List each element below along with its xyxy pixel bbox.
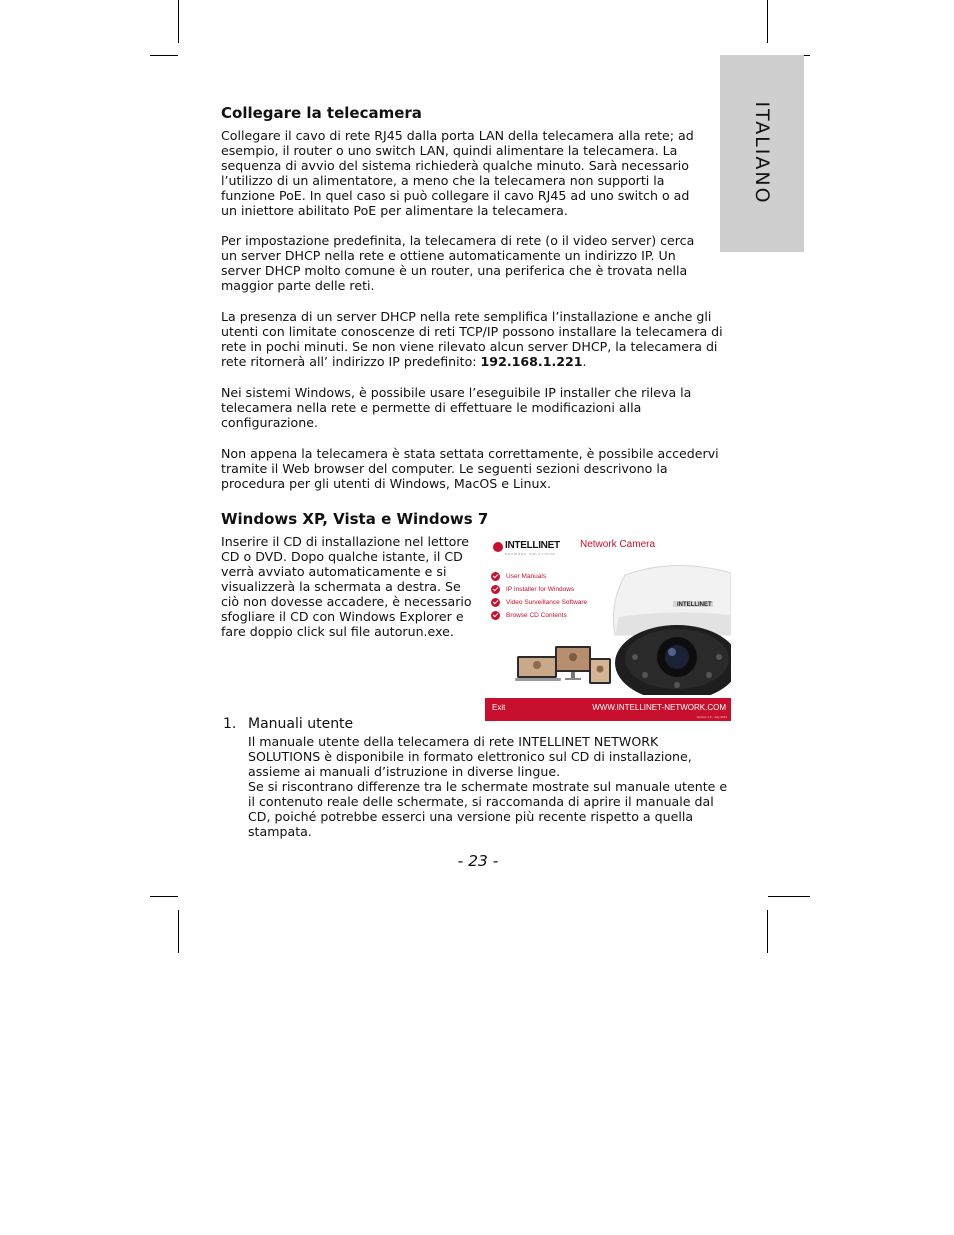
list-item-title: Manuali utente [248, 716, 354, 732]
crop-mark [150, 55, 178, 56]
logo-subtitle: NETWORK SOLUTIONS [505, 552, 556, 556]
screenshot-title: Network Camera [580, 539, 656, 550]
paragraph-connect: Collegare il cavo di rete RJ45 dalla porta LAN della telecamera alla rete; ad esempio, il router o uno switch LAN, quindi alimentare la telecamera. La sequenza di avvio del sistema richiederà qualche minuto. Sarà necessario l’utilizzo di un alimentatore, a meno che la telecamera non supporti la funzione PoE. In quel caso si può collegare il cavo RJ45 ad uno switch o ad un iniettore abilitato PoE per alimentare la telecamera. [221, 128, 694, 218]
crop-mark [767, 910, 768, 953]
language-tab [720, 55, 804, 252]
crop-mark [178, 0, 179, 43]
autorun-menu [491, 571, 587, 623]
paragraph-dhcp: Per impostazione predefinita, la telecamera di rete (o il video server) cerca un server DHCP nella rete e ottiene automaticamente un indirizzo IP. Un server DHCP molto comune è un router, una periferica che è trovata nella maggior parte delle reti. [221, 233, 695, 293]
menu-item-ip-installer[interactable] [491, 584, 587, 597]
menu-item-video-software[interactable] [491, 597, 587, 610]
default-ip-address: 192.168.1.221 [480, 354, 583, 369]
section-heading-connect: Collegare la telecamera [221, 104, 422, 122]
list-item-number: 1. [223, 716, 237, 732]
menu-item-label: User Manuals [506, 573, 547, 580]
page-number [0, 852, 954, 870]
crop-mark [150, 896, 178, 897]
paragraph-cd-install: Inserire il CD di installazione nel lettore CD o DVD. Dopo qualche istante, il CD verrà avviato automaticamente e si visualizzerà la schermata a destra. Se ciò non dovesse accadere, è necessario sfogliare il CD con Windows Explorer e fare doppio click sul file autorun.exe. [221, 534, 472, 639]
check-icon [491, 572, 500, 581]
paragraph-web-access: Non appena la telecamera è stata settata correttamente, è possibile accedervi tramite il Web browser del computer. Le seguenti sezioni descrivono la procedura per gli utenti di Windows, MacOS e Linux. [221, 446, 719, 491]
list-item-text: Il manuale utente della telecamera di rete INTELLINET NETWORK SOLUTIONS è disponibile in formato elettronico sul CD di installazione, assieme ai manuali d’istruzione in diverse lingue. Se si riscontrano differenze tra le schermate mostrate sul manuale utente e il contenuto reale delle schermate, si raccomanda di aprire il manuale dal CD, poiché potrebbe esserci una versione più recente rispetto a quella stampata. [248, 734, 728, 839]
check-icon [491, 611, 500, 620]
logo-text: INTELLINET [505, 540, 560, 551]
camera-brand-label: INTELLINET [677, 602, 712, 608]
menu-item-user-manuals[interactable] [491, 571, 587, 584]
version-label: Version 1.0 - July 2013 [696, 715, 727, 719]
paragraph-ip-installer: Nei sistemi Windows, è possibile usare l’eseguibile IP installer che rileva la telecamera nella rete e permette di effettuare le modificazioni alla configurazione. [221, 385, 692, 430]
crop-mark [178, 910, 179, 953]
exit-button[interactable]: Exit [492, 703, 506, 712]
page-number-text: - 23 - [457, 852, 499, 870]
language-tab-label: ITALIANO [751, 101, 773, 205]
menu-item-label: Browse CD Contents [506, 612, 567, 619]
menu-item-label: IP Installer for Windows [506, 586, 575, 593]
paragraph-default-ip-text: La presenza di un server DHCP nella rete semplifica l’installazione e anche gli utenti con limitate conoscenze di reti TCP/IP possono installare la telecamera di rete in pochi minuti. Se non viene rilevato alcun server DHCP, la telecamera di rete ritornerà all’ indirizzo IP predefinito: [221, 309, 723, 369]
check-icon [491, 585, 500, 594]
crop-mark [767, 0, 768, 43]
website-link[interactable]: WWW.INTELLINET-NETWORK.COM [592, 703, 726, 712]
autorun-screenshot [485, 535, 731, 721]
section-heading-windows: Windows XP, Vista e Windows 7 [221, 510, 489, 528]
devices-illustration [515, 640, 615, 686]
intellinet-logo-icon [493, 542, 503, 552]
menu-item-label: Video Surveillance Software [506, 599, 588, 606]
paragraph-default-ip-end: . [582, 354, 587, 369]
crop-mark [768, 896, 810, 897]
dome-camera-icon [605, 565, 731, 695]
check-icon [491, 598, 500, 607]
menu-item-browse-cd[interactable] [491, 610, 587, 623]
screenshot-footer [485, 698, 731, 721]
paragraph-default-ip [221, 309, 723, 369]
